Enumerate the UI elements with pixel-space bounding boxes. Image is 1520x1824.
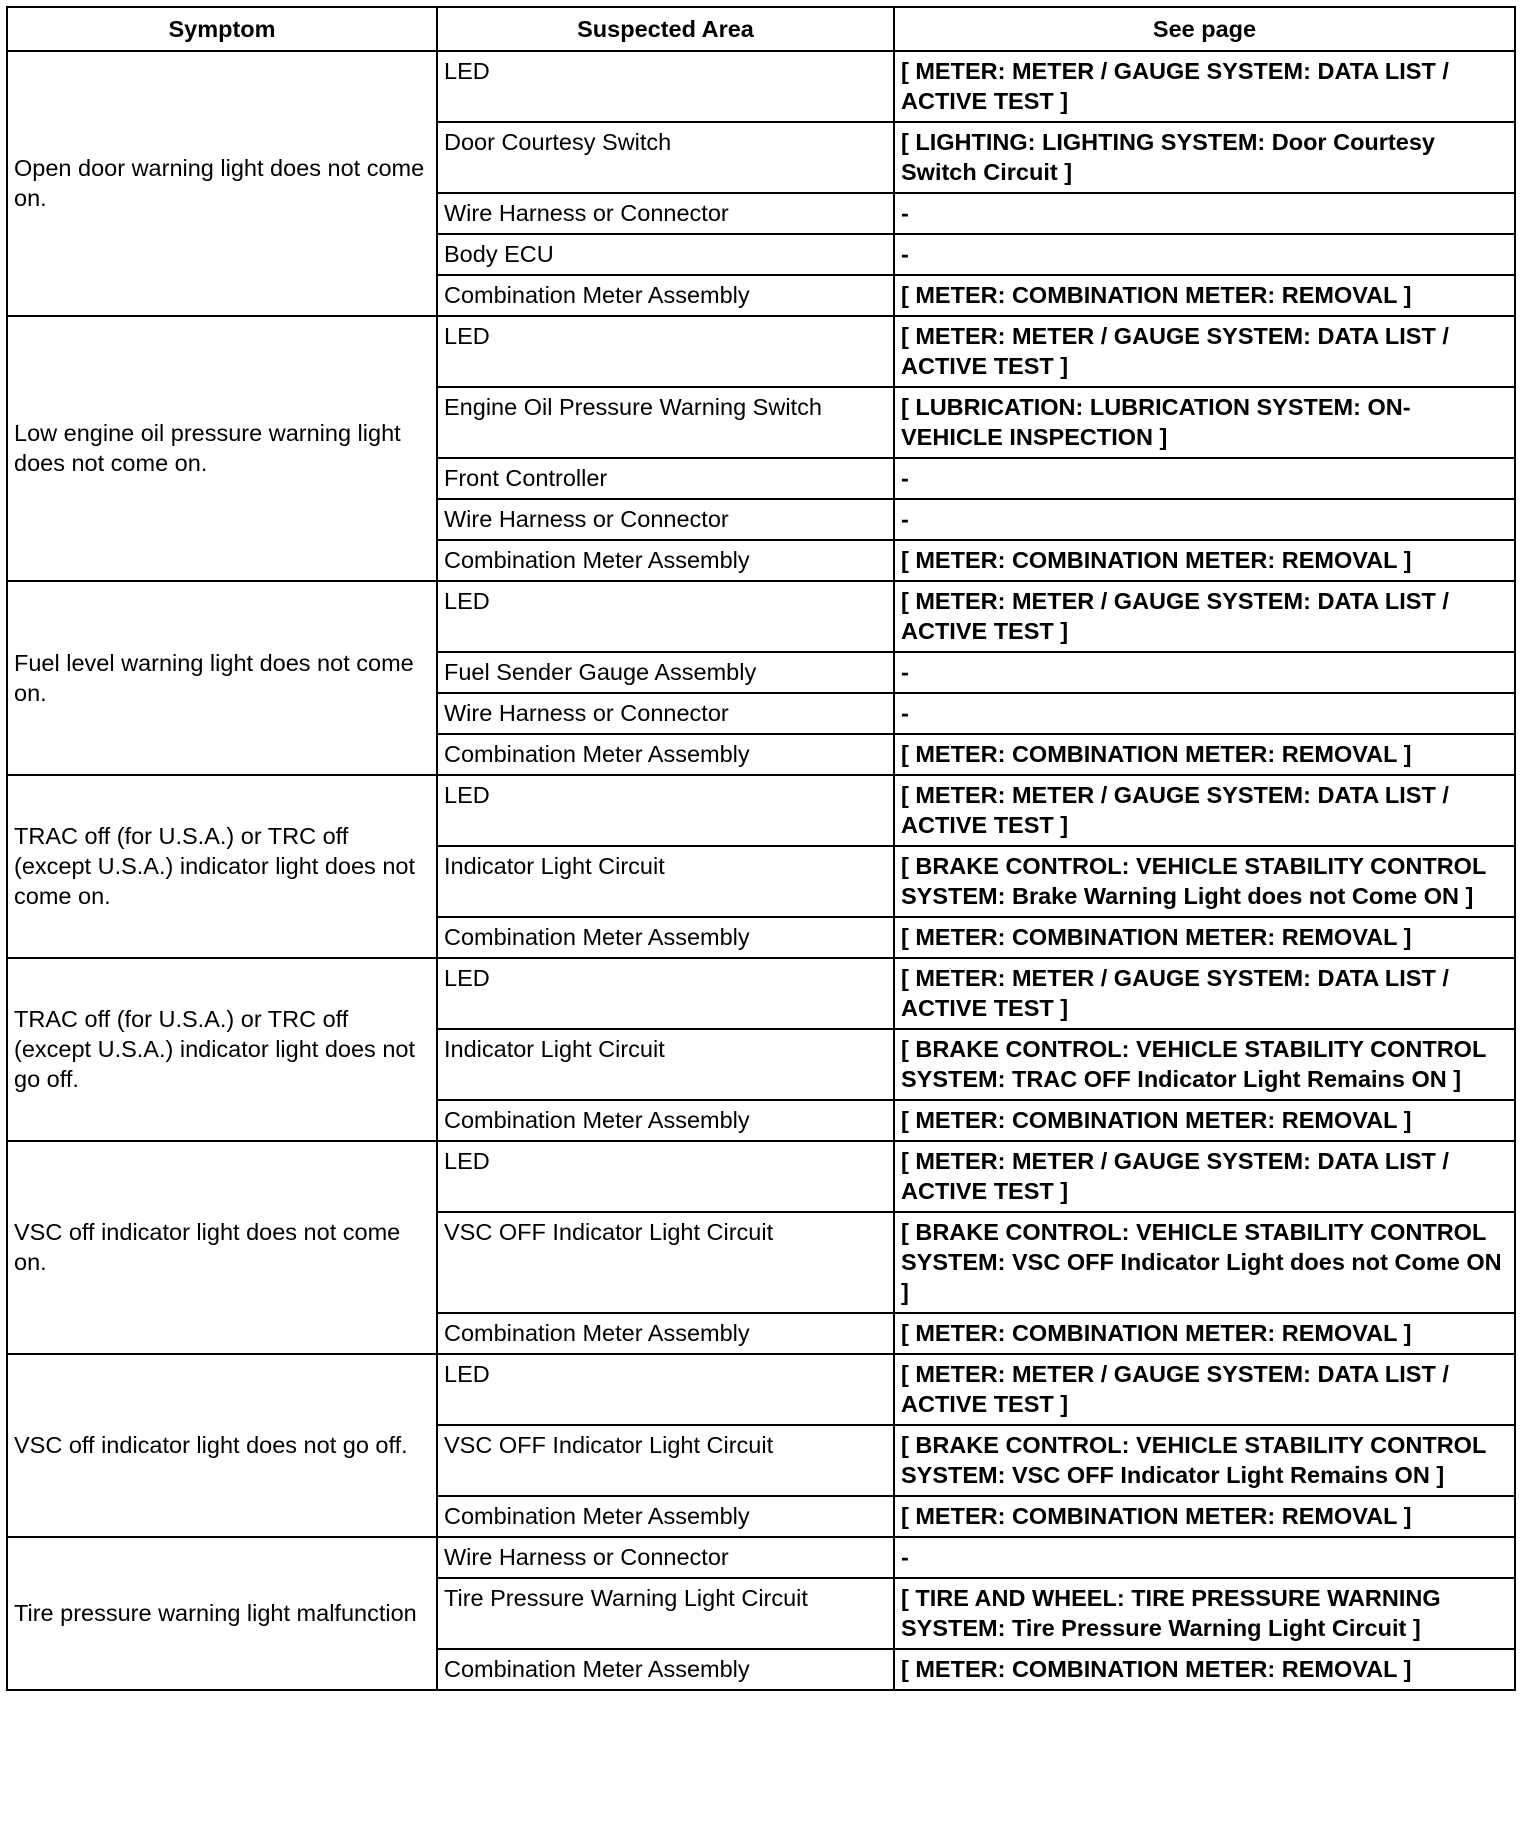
suspected-area-cell: Wire Harness or Connector	[437, 693, 894, 734]
table-body	[7, 51, 1515, 1690]
see-page-reference: [ METER: COMBINATION METER: REMOVAL ]	[894, 734, 1515, 775]
table-row	[7, 775, 1515, 846]
see-page-reference: [ METER: COMBINATION METER: REMOVAL ]	[894, 1100, 1515, 1141]
see-page-reference: [ METER: METER / GAUGE SYSTEM: DATA LIST / ACTIVE TEST ]	[894, 1141, 1515, 1212]
suspected-area-cell: Combination Meter Assembly	[437, 734, 894, 775]
see-page-reference: [ BRAKE CONTROL: VEHICLE STABILITY CONTROL SYSTEM: VSC OFF Indicator Light Remains ON ]	[894, 1425, 1515, 1496]
problem-symptoms-table	[6, 6, 1516, 1691]
symptom-cell: VSC off indicator light does not come on.	[7, 1141, 437, 1354]
see-page-reference: [ METER: COMBINATION METER: REMOVAL ]	[894, 275, 1515, 316]
suspected-area-cell: Combination Meter Assembly	[437, 540, 894, 581]
suspected-area-cell: Combination Meter Assembly	[437, 1649, 894, 1690]
see-page-reference: [ BRAKE CONTROL: VEHICLE STABILITY CONTROL SYSTEM: VSC OFF Indicator Light does not Come ON ]	[894, 1212, 1515, 1313]
suspected-area-cell: LED	[437, 1141, 894, 1212]
suspected-area-cell: LED	[437, 775, 894, 846]
header-suspected-area: Suspected Area	[437, 7, 894, 51]
table-row	[7, 581, 1515, 652]
see-page-reference: [ METER: METER / GAUGE SYSTEM: DATA LIST / ACTIVE TEST ]	[894, 51, 1515, 122]
see-page-reference: [ METER: COMBINATION METER: REMOVAL ]	[894, 540, 1515, 581]
see-page-reference: [ METER: METER / GAUGE SYSTEM: DATA LIST / ACTIVE TEST ]	[894, 1354, 1515, 1425]
symptom-cell: TRAC off (for U.S.A.) or TRC off (except U.S.A.) indicator light does not go off.	[7, 958, 437, 1141]
symptom-cell: Fuel level warning light does not come on.	[7, 581, 437, 775]
suspected-area-cell: Combination Meter Assembly	[437, 1100, 894, 1141]
see-page-reference: [ METER: METER / GAUGE SYSTEM: DATA LIST / ACTIVE TEST ]	[894, 316, 1515, 387]
suspected-area-cell: Engine Oil Pressure Warning Switch	[437, 387, 894, 458]
table-row	[7, 51, 1515, 122]
suspected-area-cell: VSC OFF Indicator Light Circuit	[437, 1212, 894, 1313]
see-page-reference: -	[894, 234, 1515, 275]
see-page-reference: -	[894, 693, 1515, 734]
see-page-reference: -	[894, 193, 1515, 234]
see-page-reference: [ BRAKE CONTROL: VEHICLE STABILITY CONTROL SYSTEM: TRAC OFF Indicator Light Remains ON ]	[894, 1029, 1515, 1100]
suspected-area-cell: LED	[437, 581, 894, 652]
see-page-reference: [ METER: COMBINATION METER: REMOVAL ]	[894, 1496, 1515, 1537]
see-page-reference: -	[894, 1537, 1515, 1578]
suspected-area-cell: Indicator Light Circuit	[437, 1029, 894, 1100]
see-page-reference: [ BRAKE CONTROL: VEHICLE STABILITY CONTROL SYSTEM: Brake Warning Light does not Come ON ]	[894, 846, 1515, 917]
suspected-area-cell: Combination Meter Assembly	[437, 275, 894, 316]
symptom-cell: Low engine oil pressure warning light does not come on.	[7, 316, 437, 581]
see-page-reference: [ METER: COMBINATION METER: REMOVAL ]	[894, 1313, 1515, 1354]
suspected-area-cell: Wire Harness or Connector	[437, 1537, 894, 1578]
table-row	[7, 1141, 1515, 1212]
suspected-area-cell: Wire Harness or Connector	[437, 499, 894, 540]
symptom-cell: Tire pressure warning light malfunction	[7, 1537, 437, 1690]
suspected-area-cell: Front Controller	[437, 458, 894, 499]
suspected-area-cell: LED	[437, 1354, 894, 1425]
see-page-reference: [ LUBRICATION: LUBRICATION SYSTEM: ON-VEHICLE INSPECTION ]	[894, 387, 1515, 458]
see-page-reference: [ METER: METER / GAUGE SYSTEM: DATA LIST / ACTIVE TEST ]	[894, 581, 1515, 652]
suspected-area-cell: Combination Meter Assembly	[437, 1496, 894, 1537]
suspected-area-cell: LED	[437, 316, 894, 387]
suspected-area-cell: Door Courtesy Switch	[437, 122, 894, 193]
header-symptom: Symptom	[7, 7, 437, 51]
see-page-reference: [ METER: COMBINATION METER: REMOVAL ]	[894, 917, 1515, 958]
see-page-reference: -	[894, 652, 1515, 693]
see-page-reference: -	[894, 499, 1515, 540]
suspected-area-cell: Fuel Sender Gauge Assembly	[437, 652, 894, 693]
symptom-cell: TRAC off (for U.S.A.) or TRC off (except U.S.A.) indicator light does not come on.	[7, 775, 437, 958]
suspected-area-cell: Indicator Light Circuit	[437, 846, 894, 917]
see-page-reference: [ METER: COMBINATION METER: REMOVAL ]	[894, 1649, 1515, 1690]
see-page-reference: [ TIRE AND WHEEL: TIRE PRESSURE WARNING SYSTEM: Tire Pressure Warning Light Circuit ]	[894, 1578, 1515, 1649]
suspected-area-cell: LED	[437, 51, 894, 122]
table-row	[7, 1537, 1515, 1578]
symptom-cell: Open door warning light does not come on.	[7, 51, 437, 316]
header-see-page: See page	[894, 7, 1515, 51]
table-row	[7, 958, 1515, 1029]
table-row	[7, 316, 1515, 387]
suspected-area-cell: Combination Meter Assembly	[437, 1313, 894, 1354]
suspected-area-cell: Body ECU	[437, 234, 894, 275]
see-page-reference: [ METER: METER / GAUGE SYSTEM: DATA LIST / ACTIVE TEST ]	[894, 775, 1515, 846]
suspected-area-cell: Tire Pressure Warning Light Circuit	[437, 1578, 894, 1649]
suspected-area-cell: Wire Harness or Connector	[437, 193, 894, 234]
suspected-area-cell: Combination Meter Assembly	[437, 917, 894, 958]
table-row	[7, 1354, 1515, 1425]
problem-symptoms-table-container	[6, 6, 1514, 1691]
see-page-reference: -	[894, 458, 1515, 499]
symptom-cell: VSC off indicator light does not go off.	[7, 1354, 437, 1537]
see-page-reference: [ METER: METER / GAUGE SYSTEM: DATA LIST / ACTIVE TEST ]	[894, 958, 1515, 1029]
suspected-area-cell: VSC OFF Indicator Light Circuit	[437, 1425, 894, 1496]
suspected-area-cell: LED	[437, 958, 894, 1029]
see-page-reference: [ LIGHTING: LIGHTING SYSTEM: Door Courtesy Switch Circuit ]	[894, 122, 1515, 193]
header-row	[7, 7, 1515, 51]
